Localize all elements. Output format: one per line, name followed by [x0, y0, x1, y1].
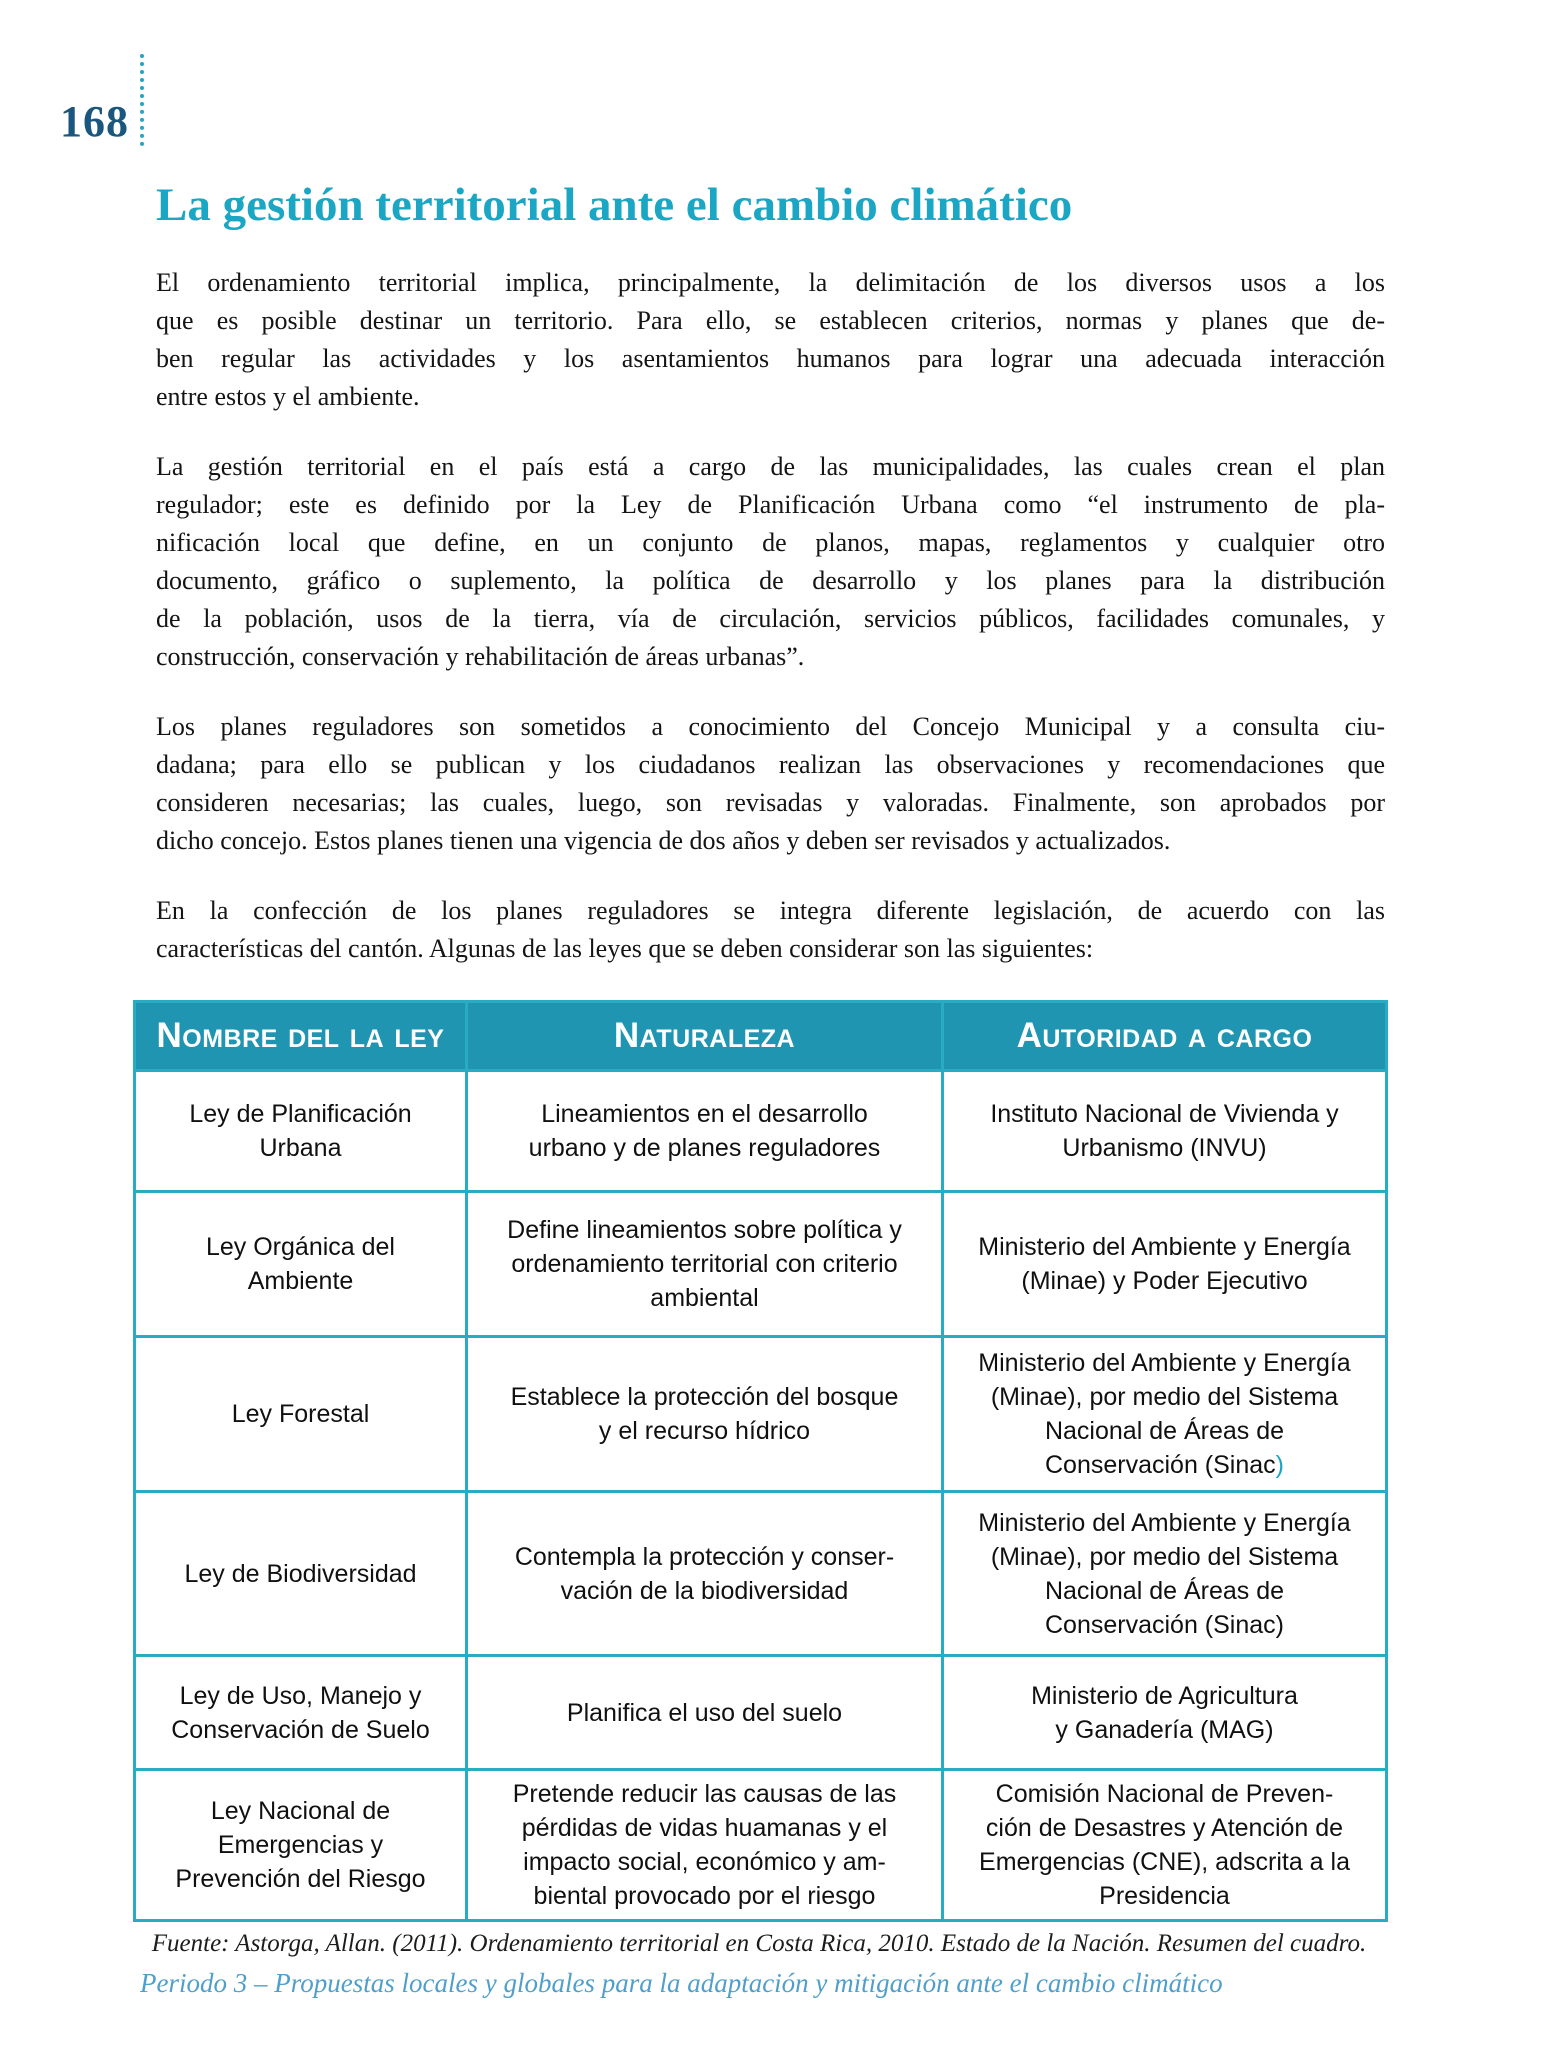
cell-nombre	[135, 1337, 467, 1492]
cell-nombre	[135, 1770, 467, 1921]
text-line: Lineamientos en el desarrollo	[541, 1100, 868, 1128]
table-source: Fuente: Astorga, Allan. (2011). Ordenamiento territorial en Costa Rica, 2010. Estado de la Nación. Resumen del cuadro.	[151, 1930, 1367, 1957]
cell-nombre	[135, 1492, 467, 1656]
text-line: Ley Forestal	[231, 1400, 370, 1428]
text-line: (Minae), por medio del Sistema	[990, 1542, 1339, 1571]
table-row	[135, 1656, 1387, 1770]
text-line: características del cantón. Algunas de las leyes que se deben considerar son las siguientes:	[156, 934, 1094, 963]
text-line: ordenamiento territorial con criterio	[511, 1250, 898, 1278]
cell-naturaleza	[467, 1492, 943, 1656]
text-line: Pretende reducir las causas de las	[512, 1780, 897, 1808]
text-line: biental provocado por el riesgo	[533, 1882, 876, 1910]
page-number: 168	[60, 97, 129, 146]
table-header-naturaleza: Naturaleza	[467, 1002, 943, 1071]
text-line: Ley de Uso, Manejo y	[179, 1681, 422, 1710]
cell-autoridad	[943, 1492, 1387, 1656]
text-line: (Minae) y Poder Ejecutivo	[1021, 1267, 1308, 1295]
text-line: Los planes reguladores son sometidos a conocimiento del Concejo Municipal y a consulta ciu-	[156, 712, 1385, 741]
text-line: Emergencias y	[217, 1831, 384, 1859]
text-line: Contempla la protección y conser-	[514, 1542, 895, 1571]
cell-autoridad	[943, 1337, 1387, 1492]
text-line: Planifica el uso del suelo	[566, 1698, 843, 1727]
text-line: consideren necesarias; las cuales, luego, son revisadas y valoradas. Finalmente, son aprobados por	[156, 788, 1385, 817]
table-header-autoridad: Autoridad a cargo	[943, 1002, 1387, 1071]
text-line: urbano y de planes reguladores	[528, 1134, 881, 1162]
cell-naturaleza	[467, 1656, 943, 1770]
paragraph-3	[156, 708, 1385, 860]
cell-autoridad	[943, 1071, 1387, 1192]
text-line: Establece la protección del bosque	[510, 1383, 899, 1411]
cell-autoridad	[943, 1770, 1387, 1921]
teal-parenthesis: )	[1275, 1451, 1284, 1479]
footer-note: Periodo 3 – Propuestas locales y globales para la adaptación y mitigación ante el cambio climático	[140, 1968, 1223, 1998]
page-title: La gestión territorial ante el cambio climático	[156, 179, 1073, 231]
text-line: La gestión territorial en el país está a cargo de las municipalidades, las cuales crean el plan	[156, 452, 1385, 481]
paragraph-2	[156, 448, 1385, 676]
text-line: Comisión Nacional de Preven-	[995, 1780, 1334, 1808]
text-line: Presidencia	[1099, 1882, 1230, 1910]
table-row	[135, 1770, 1387, 1921]
text-line: Ministerio del Ambiente y Energía	[978, 1233, 1351, 1261]
paragraph-4	[156, 892, 1385, 968]
text-line: Ministerio de Agricultura	[1031, 1681, 1298, 1710]
laws-table	[133, 1000, 1388, 1922]
text-line: regulador; este es definido por la Ley de Planificación Urbana como “el instrumento de pla-	[156, 490, 1385, 519]
text-line: y Ganadería (MAG)	[1055, 1715, 1274, 1744]
text-line: entre estos y el ambiente.	[156, 382, 420, 411]
cell-line: Nacional de Áreas de	[1044, 1417, 1285, 1445]
cell-autoridad	[943, 1656, 1387, 1770]
text-line: Urbanismo (INVU)	[1062, 1134, 1267, 1162]
text-line: ben regular las actividades y los asentamientos humanos para lograr una adecuada interacción	[156, 344, 1385, 373]
text-line: construcción, conservación y rehabilitación de áreas urbanas”.	[156, 642, 805, 671]
text-line: Ley Orgánica del	[205, 1233, 395, 1261]
table-row	[135, 1492, 1387, 1656]
text-line: Prevención del Riesgo	[175, 1865, 426, 1893]
content-column	[140, 176, 1385, 1999]
paragraph-1	[156, 264, 1385, 416]
dotted-rule	[140, 54, 144, 146]
text-line: dicho concejo. Estos planes tienen una vigencia de dos años y deben ser revisados y actualizados.	[156, 826, 1171, 855]
cell-nombre	[135, 1192, 467, 1337]
table-row	[135, 1337, 1387, 1492]
text-line: de la población, usos de la tierra, vía de circulación, servicios públicos, facilidades comunales, y	[156, 604, 1385, 633]
text-line: Emergencias (CNE), adscrita a la	[979, 1848, 1350, 1876]
text-line: Ley de Planificación	[189, 1100, 412, 1128]
cell-line: (Minae), por medio del Sistema	[990, 1383, 1339, 1411]
cell-naturaleza	[467, 1192, 943, 1337]
table-header-nombre: Nombre del la ley	[135, 1002, 467, 1071]
table-row	[135, 1071, 1387, 1192]
cell-nombre	[135, 1656, 467, 1770]
cell-naturaleza	[467, 1337, 943, 1492]
text-line: Urbana	[259, 1134, 342, 1162]
text-line: Conservación (Sinac)	[1045, 1610, 1284, 1639]
text-line: ambiental	[650, 1284, 759, 1312]
text-line: vación de la biodiversidad	[560, 1576, 849, 1605]
text-line: Ambiente	[247, 1267, 354, 1295]
text-line: y el recurso hídrico	[598, 1417, 811, 1445]
text-line: pérdidas de vidas huamanas y el	[521, 1814, 888, 1842]
text-line: Nacional de Áreas de	[1044, 1576, 1285, 1605]
text-line: Ley de Biodiversidad	[184, 1559, 417, 1588]
cell-line-text: Conservación (Sinac	[1045, 1451, 1276, 1479]
cell-line: Ministerio del Ambiente y Energía	[978, 1349, 1351, 1377]
cell-nombre	[135, 1071, 467, 1192]
text-line: que es posible destinar un territorio. Para ello, se establecen criterios, normas y planes que de-	[156, 306, 1385, 335]
text-line: En la confección de los planes reguladores se integra diferente legislación, de acuerdo con las	[156, 896, 1385, 925]
text-line: Conservación de Suelo	[171, 1715, 430, 1744]
text-line: Instituto Nacional de Vivienda y	[990, 1100, 1339, 1128]
laws-table-wrapper	[133, 1000, 1385, 1922]
text-line: Ley Nacional de	[210, 1797, 391, 1825]
text-line: Define lineamientos sobre política y	[507, 1216, 902, 1244]
text-line: impacto social, económico y am-	[523, 1848, 886, 1876]
table-header-row	[135, 1002, 1387, 1071]
text-line: nificación local que define, en un conjunto de planos, mapas, reglamentos y cualquier otro	[156, 528, 1385, 557]
cell-naturaleza	[467, 1071, 943, 1192]
table-row	[135, 1192, 1387, 1337]
cell-naturaleza	[467, 1770, 943, 1921]
text-line: dadana; para ello se publican y los ciudadanos realizan las observaciones y recomendaciones que	[156, 750, 1385, 779]
text-line: Ministerio del Ambiente y Energía	[978, 1508, 1351, 1537]
cell-autoridad	[943, 1192, 1387, 1337]
text-line: ción de Desastres y Atención de	[985, 1814, 1344, 1842]
text-line: El ordenamiento territorial implica, principalmente, la delimitación de los diversos usos a los	[156, 268, 1385, 297]
text-line: documento, gráfico o suplemento, la política de desarrollo y los planes para la distribución	[156, 566, 1385, 595]
cell-line	[954, 1448, 1375, 1482]
